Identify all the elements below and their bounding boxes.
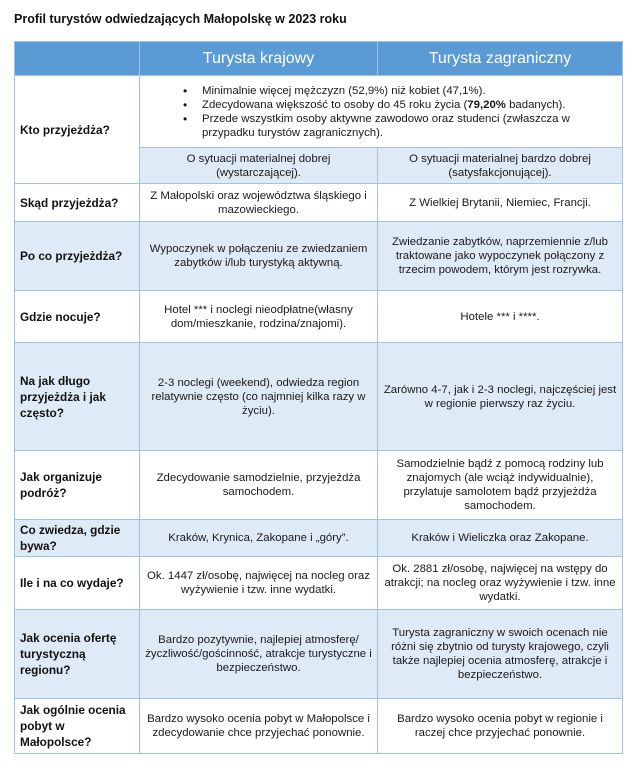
row-label: Gdzie nocuje? — [15, 291, 140, 343]
page-title: Profil turystów odwiedzających Małopolskę w 2023 roku — [14, 12, 347, 26]
table-row — [15, 343, 623, 451]
bullet-item — [202, 98, 617, 112]
row-who — [15, 76, 623, 148]
table-row — [15, 520, 623, 557]
table-row — [15, 557, 623, 610]
row-label: Jak ogólnie ocenia pobyt w Małopolsce? — [15, 699, 140, 754]
row-label: Co zwiedza, gdzie bywa? — [15, 520, 140, 557]
tourist-profile-table — [14, 41, 623, 754]
bullet-text: Zdecydowana większość to osoby do 45 roku życia ( — [202, 98, 468, 111]
header-empty-cell — [15, 42, 140, 76]
domestic-cell: Kraków, Krynica, Zakopane i „góry”. — [140, 520, 378, 557]
table-row — [15, 610, 623, 699]
domestic-cell: Bardzo wysoko ocenia pobyt w Małopolsce i zdecydowanie chce przyjechać ponownie. — [140, 699, 378, 754]
header-foreign: Turysta zagraniczny — [378, 42, 623, 76]
foreign-cell: Kraków i Wieliczka oraz Zakopane. — [378, 520, 623, 557]
foreign-cell: Hotele *** i ****. — [378, 291, 623, 343]
domestic-cell: Zdecydowanie samodzielnie, przyjeżdża samochodem. — [140, 451, 378, 520]
foreign-cell: Zwiedzanie zabytków, naprzemiennie z/lub traktowane jako wypoczynek połączony z trzecim powodem, którym jest rozrywka. — [378, 222, 623, 291]
table-row — [15, 699, 623, 754]
row-label: Na jak długo przyjeżdża i jak często? — [15, 343, 140, 451]
table-row — [15, 222, 623, 291]
who-bullets-cell — [140, 76, 623, 148]
domestic-cell: Bardzo pozytywnie, najlepiej atmosferę/życzliwość/gościnność, atrakcje turystyczne i bezpieczeństwo. — [140, 610, 378, 699]
foreign-cell: Bardzo wysoko ocenia pobyt w regionie i raczej chce przyjechać ponownie. — [378, 699, 623, 754]
bullet-item: • Przede wszystkim osoby aktywne zawodowo oraz studenci (zwłaszcza w przypadku turystów zagranicznych). — [202, 112, 617, 140]
table-row — [15, 451, 623, 520]
domestic-material-cell: O sytuacji materialnej dobrej (wystarczającej). — [140, 148, 378, 184]
bullet-item: • Minimalnie więcej mężczyzn (52,9%) niż kobiet (47,1%). — [202, 84, 617, 98]
row-label: Ile i na co wydaje? — [15, 557, 140, 610]
foreign-cell: Ok. 2881 zł/osobę, najwięcej na wstępy do atrakcji; na nocleg oraz wyżywienie i tzw. inne wydatki. — [378, 557, 623, 610]
domestic-cell: Wypoczynek w połączeniu ze zwiedzaniem zabytków i/lub turystyką aktywną. — [140, 222, 378, 291]
foreign-cell: Samodzielnie bądź z pomocą rodziny lub znajomych (ale wciąż indywidualnie), przylatuje samolotem bądź przyjeżdża samochodem. — [378, 451, 623, 520]
who-bullet-list — [145, 84, 617, 140]
row-label: Skąd przyjeżdża? — [15, 184, 140, 222]
foreign-cell: Turysta zagraniczny w swoich ocenach nie różni się zbytnio od turysty krajowego, czyli także najlepiej ocenia atmosferę, atrakcje i bezpieczeństwo. — [378, 610, 623, 699]
bullet-text: badanych). — [505, 98, 566, 111]
table-row — [15, 291, 623, 343]
domestic-cell: Ok. 1447 zł/osobę, najwięcej na nocleg oraz wyżywienie i tzw. inne wydatki. — [140, 557, 378, 610]
foreign-cell: Z Wielkiej Brytanii, Niemiec, Francji. — [378, 184, 623, 222]
table-row — [15, 184, 623, 222]
domestic-cell: Hotel *** i noclegi nieodpłatne(własny dom/mieszkanie, rodzina/znajomi). — [140, 291, 378, 343]
foreign-cell: Zarówno 4-7, jak i 2-3 noclegi, najczęściej jest w regionie pierwszy raz życiu. — [378, 343, 623, 451]
foreign-material-cell: O sytuacji materialnej bardzo dobrej (satysfakcjonującej). — [378, 148, 623, 184]
row-label: Jak ocenia ofertę turystyczną regionu? — [15, 610, 140, 699]
domestic-cell: Z Małopolski oraz województwa śląskiego i mazowieckiego. — [140, 184, 378, 222]
row-label: Po co przyjeżdża? — [15, 222, 140, 291]
domestic-cell: 2-3 noclegi (weekend), odwiedza region relatywnie często (co najmniej kilka razy w życiu). — [140, 343, 378, 451]
header-domestic: Turysta krajowy — [140, 42, 378, 76]
header-row — [15, 42, 623, 76]
bullet-bold-value: 79,20% — [467, 98, 506, 111]
row-label: Kto przyjeżdża? — [15, 76, 140, 184]
row-label: Jak organizuje podróż? — [15, 451, 140, 520]
